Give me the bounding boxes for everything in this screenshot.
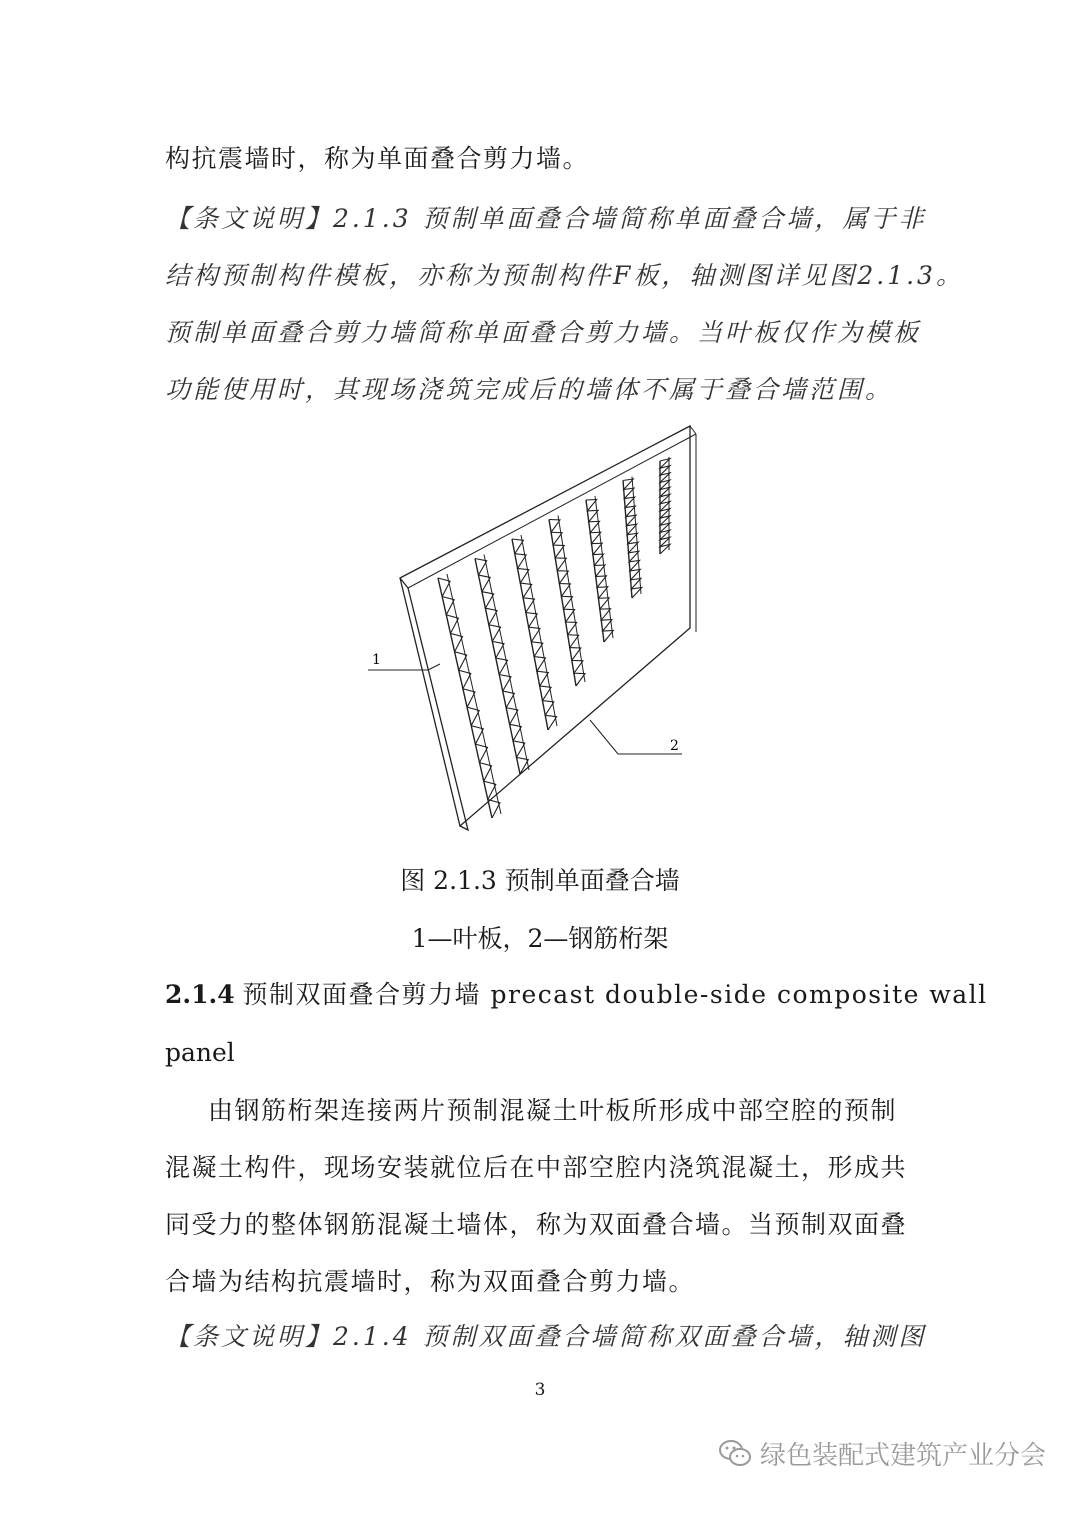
wall-panel xyxy=(400,426,690,826)
callout-1-label: 1 xyxy=(372,652,381,668)
wechat-icon xyxy=(718,1438,752,1468)
watermark xyxy=(718,1433,1046,1473)
note-line: 结构预制构件模板，亦称为预制构件F板，轴测图详见图2.1.3。 xyxy=(165,261,964,290)
body-line: 合墙为结构抗震墙时，称为双面叠合剪力墙。 xyxy=(165,1267,696,1296)
note-line: 功能使用时，其现场浇筑完成后的墙体不属于叠合墙范围。 xyxy=(165,375,894,404)
callout-2-label: 2 xyxy=(670,738,679,754)
section-number: 2.1.4 xyxy=(165,980,235,1009)
section-title-continued: panel xyxy=(165,1038,235,1067)
section-heading xyxy=(165,978,988,1012)
body-line: 混凝土构件，现场安装就位后在中部空腔内浇筑混凝土，形成共 xyxy=(165,1153,908,1182)
figure-caption: 图 2.1.3 预制单面叠合墙 xyxy=(400,866,680,895)
paragraph-line: 构抗震墙时，称为单面叠合剪力墙。 xyxy=(165,144,590,173)
section-title: 预制双面叠合剪力墙 precast double-side composite wall xyxy=(242,980,988,1009)
note-line: 预制单面叠合剪力墙简称单面叠合剪力墙。当叶板仅作为模板 xyxy=(165,318,922,347)
note-line: 【条文说明】2.1.4 预制双面叠合墙简称双面叠合墙，轴测图 xyxy=(165,1322,927,1351)
body-line: 由钢筋桁架连接两片预制混凝土叶板所形成中部空腔的预制 xyxy=(208,1096,898,1125)
watermark-text: 绿色装配式建筑产业分会 xyxy=(759,1440,1046,1471)
body-line: 同受力的整体钢筋混凝土墙体，称为双面叠合墙。当预制双面叠 xyxy=(165,1210,908,1239)
figure-legend: 1—叶板，2—钢筋桁架 xyxy=(411,924,669,953)
precast-wall-figure xyxy=(360,418,720,838)
wall-panel-drawing xyxy=(360,418,720,838)
note-line: 【条文说明】2.1.3 预制单面叠合墙简称单面叠合墙，属于非 xyxy=(165,204,927,233)
page-number: 3 xyxy=(534,1380,546,1400)
